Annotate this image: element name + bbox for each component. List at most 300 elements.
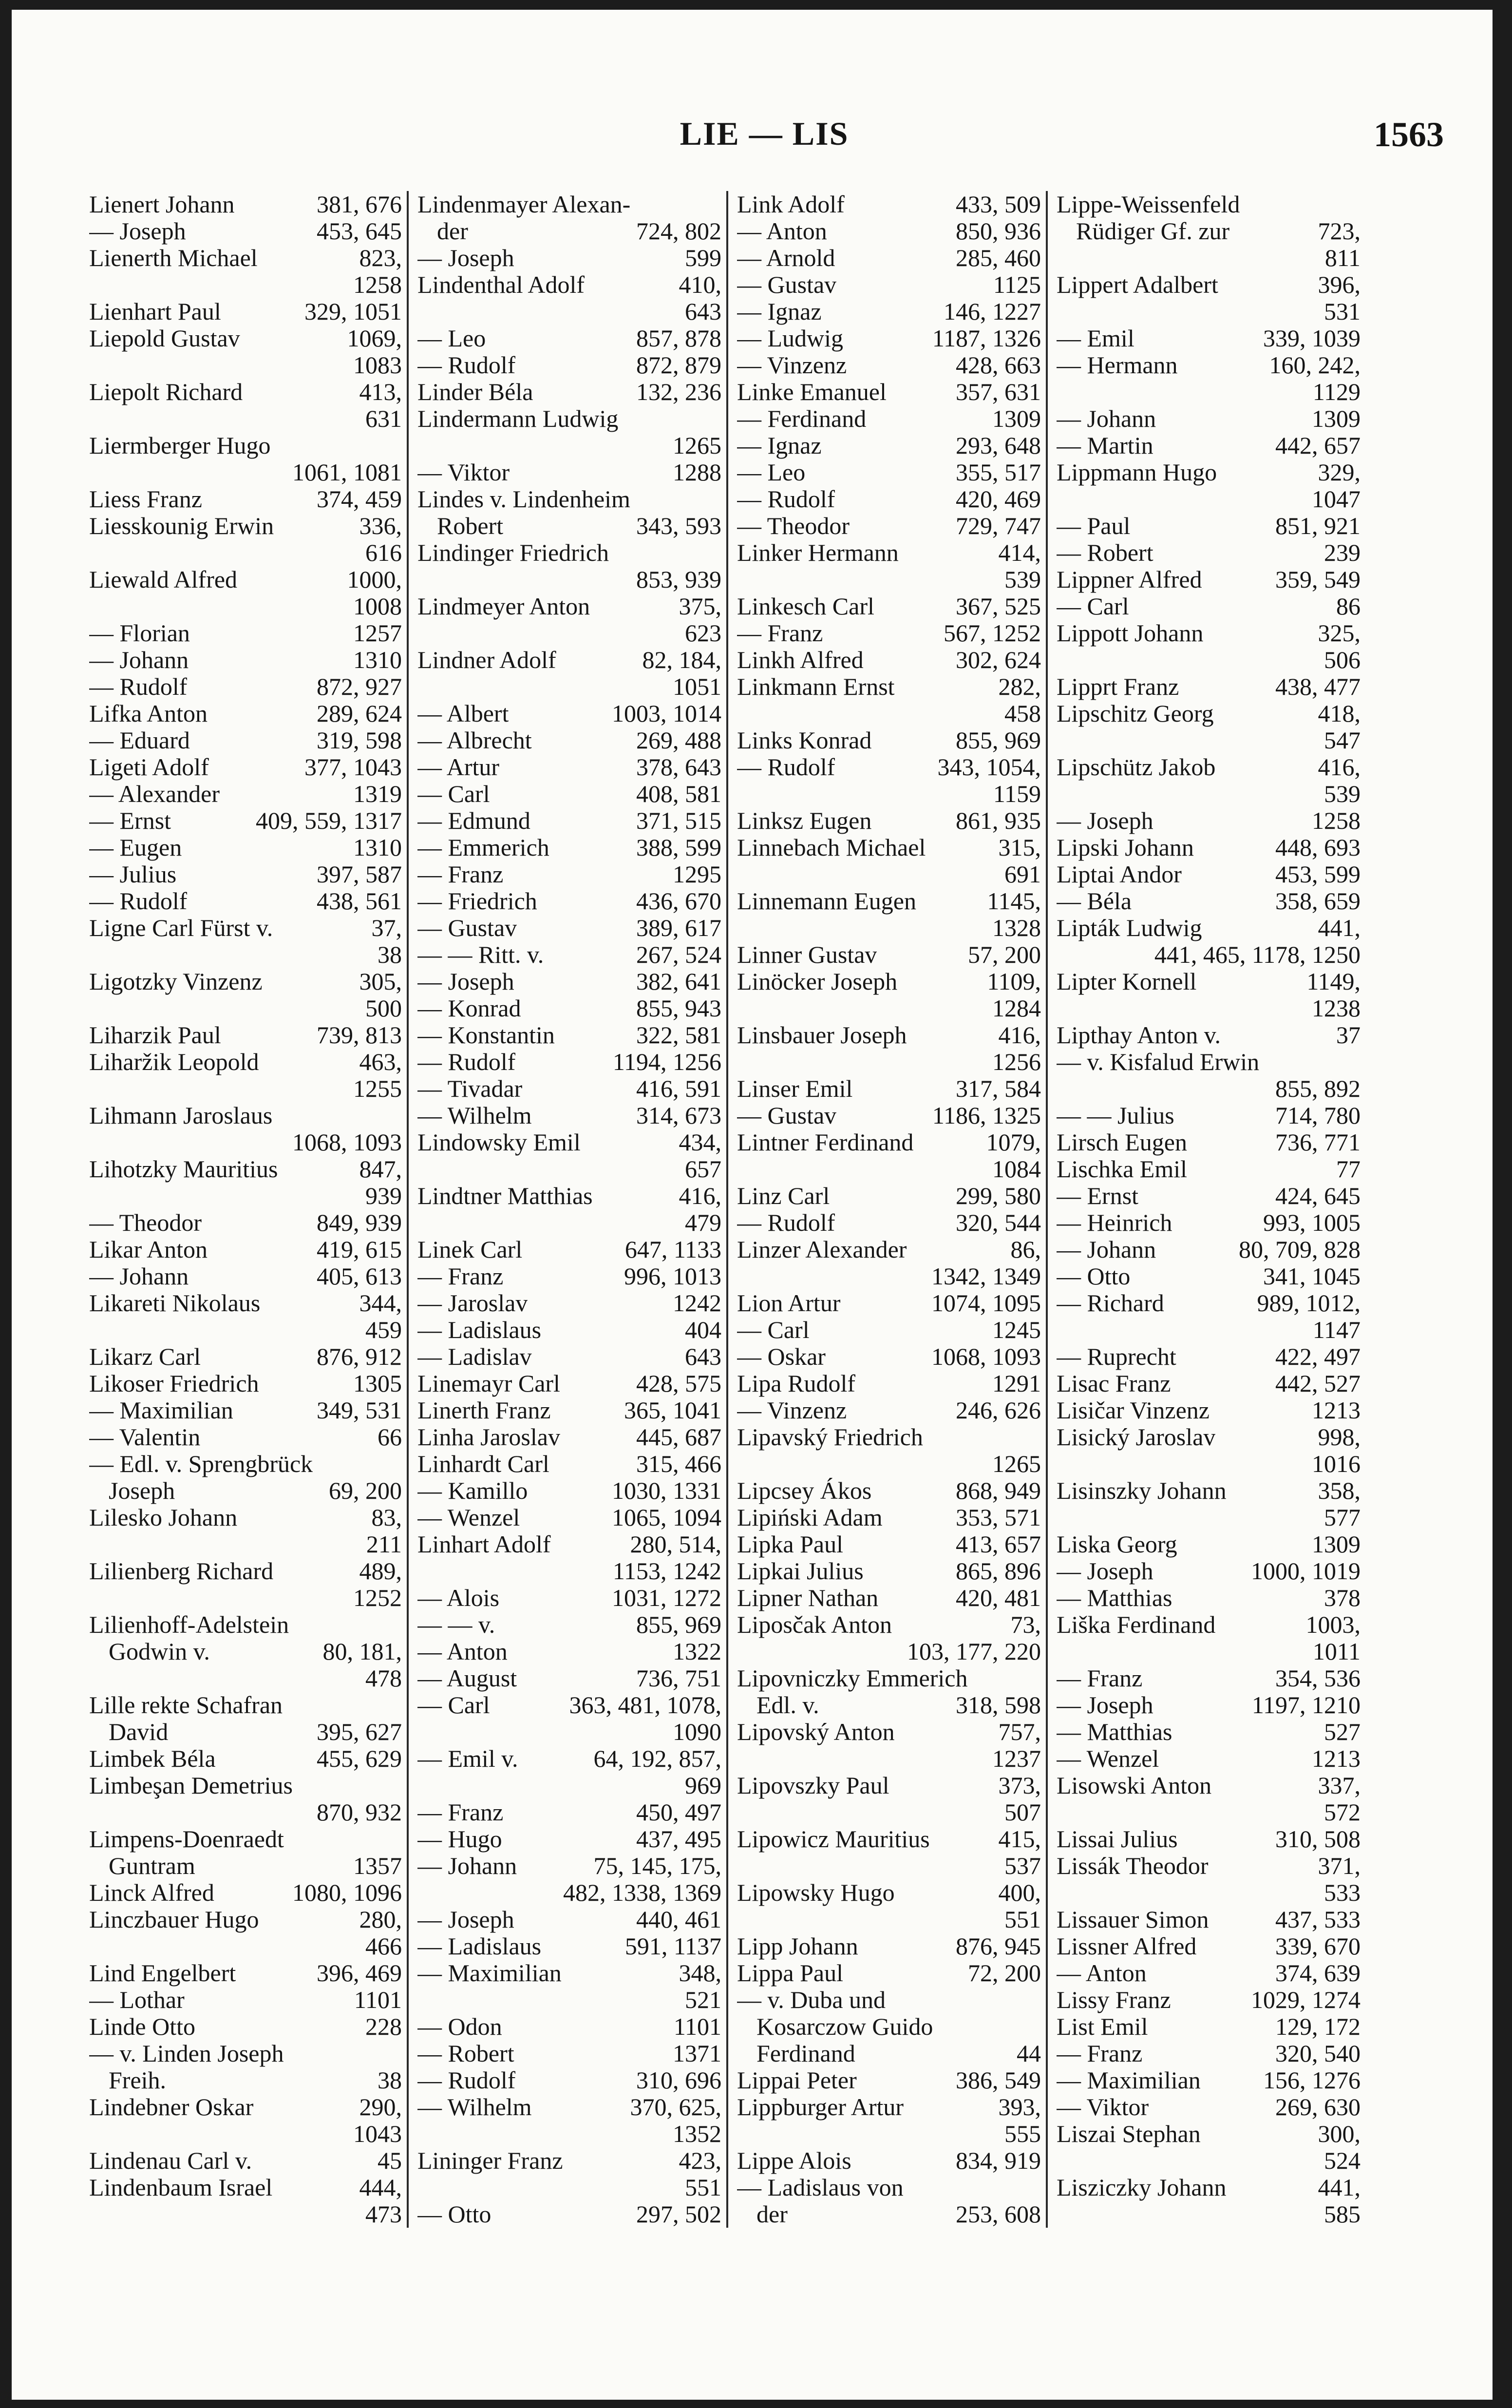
index-entry [737,191,1041,218]
entry-page-refs: 850, 936 [956,218,1041,245]
entry-name: — v. Linden Joseph [89,2040,284,2067]
entry-name: — Odon [417,2013,502,2040]
entry-name: — Rudolf [737,486,835,513]
entry-continuation: 1352 [673,2120,721,2147]
index-entry [1057,1209,1361,1236]
index-entry [89,1960,402,1987]
index-entry [1057,539,1361,566]
index-entry [89,566,402,593]
entry-page-refs: 66 [378,1424,402,1451]
entry-name: Lindes v. Lindenheim [417,486,630,513]
entry-page-refs: 329, 1051 [304,298,402,325]
entry-page-refs: 374, 639 [1275,1960,1361,1987]
entry-continuation: 551 [685,2174,721,2201]
index-entry [1057,2094,1361,2121]
entry-page-refs: 1258 [1312,807,1361,834]
entry-name: — Emmerich [417,834,549,861]
entry-page-refs: 1079, [986,1129,1041,1156]
entry-name: Lipták Ludwig [1057,915,1202,941]
entry-name: Linkesch Carl [737,593,874,620]
entry-name: — Joseph [89,218,186,245]
index-entry [89,1370,402,1397]
entry-name: David [109,1719,169,1745]
index-entry [1057,1933,1361,1960]
entry-name: Lipowicz Mauritius [737,1826,930,1853]
entry-name: Lippe-Weissenfeld [1057,191,1240,218]
entry-name: Lisowski Anton [1057,1772,1212,1799]
entry-page-refs: 436, 670 [636,888,721,915]
index-entry [737,1477,1041,1504]
entry-name: Lipski Johann [1057,834,1194,861]
index-entry [1057,1719,1361,1745]
index-entry [737,1585,1041,1611]
entry-name: Links Konrad [737,727,872,754]
index-entry [1057,1531,1361,1558]
entry-page-refs: 320, 544 [956,1209,1041,1236]
entry-page-refs: 865, 896 [956,1558,1041,1585]
entry-continuation: 811 [1324,244,1361,271]
entry-page-refs: 1031, 1272 [612,1585,721,1611]
index-entry [89,1745,402,1772]
index-entry [737,325,1041,352]
entry-name: Lisický Jaroslav [1057,1424,1216,1451]
entry-page-refs: 1310 [353,834,402,861]
entry-page-refs: 1080, 1096 [292,1879,402,1906]
index-entry [89,1853,402,1879]
entry-name: Liepolt Richard [89,379,243,405]
index-entry [89,1826,402,1853]
entry-continuation: 539 [1004,566,1041,593]
entry-name: Linck Alfred [89,1879,214,1906]
entry-page-refs: 823, [359,245,402,271]
entry-name: Linemayr Carl [417,1370,560,1397]
entry-name: Liepold Gustav [89,325,240,352]
entry-name: — Ernst [1057,1183,1139,1209]
entry-page-refs: 355, 517 [956,459,1041,486]
entry-name: — Paul [1057,513,1131,539]
index-entry [417,1370,721,1397]
entry-page-refs: 489, [359,1558,402,1585]
entry-page-refs: 415, [998,1826,1041,1853]
index-entry [417,405,721,432]
entry-name: — Arnold [737,245,835,271]
entry-page-refs: 1309 [992,405,1041,432]
entry-name: Lisinszky Johann [1057,1477,1227,1504]
entry-name: Lilienhoff-Adelstein [89,1611,289,1638]
index-entry [89,1022,402,1049]
entry-page-refs: 450, 497 [636,1799,721,1826]
index-entry [89,2174,402,2201]
entry-name: — Maximilian [417,1960,562,1987]
entry-name: Lintner Ferdinand [737,1129,914,1156]
entry-page-refs: 872, 879 [636,352,721,379]
entry-name: — Anton [737,218,827,245]
entry-name: der [437,218,468,245]
index-entry [737,1075,1041,1102]
entry-name: — Johann [89,647,189,673]
entry-continuation: 1084 [992,1155,1041,1183]
entry-name: Limbek Béla [89,1745,216,1772]
entry-page-refs: 437, 533 [1275,1906,1361,1933]
entry-page-refs: 302, 624 [956,647,1041,673]
index-entry [1057,1477,1361,1504]
entry-page-refs: 1310 [353,647,402,673]
entry-page-refs: 440, 461 [636,1906,721,1933]
entry-page-refs: 358, 659 [1275,888,1361,915]
index-entry [737,1772,1041,1799]
entry-name: — Joseph [417,968,514,995]
entry-page-refs: 714, 780 [1275,1102,1361,1129]
entry-page-refs: 1213 [1312,1397,1361,1424]
index-entry [89,1906,402,1933]
index-entry [417,834,721,861]
entry-name: — Wilhelm [417,1102,532,1129]
entry-page-refs: 400, [998,1879,1041,1906]
entry-page-refs: 246, 626 [956,1397,1041,1424]
index-entry [417,1531,721,1558]
entry-name: List Emil [1057,2013,1148,2040]
entry-name: Lissák Theodor [1057,1853,1209,1879]
entry-page-refs: 1257 [353,620,402,647]
index-entry [89,1209,402,1236]
index-entry [1057,1906,1361,1933]
index-entry [737,1987,1041,2013]
index-entry [89,727,402,754]
entry-name: Linksz Eugen [737,807,872,834]
entry-name: Linha Jaroslav [417,1424,560,1451]
entry-page-refs: 354, 536 [1275,1665,1361,1692]
entry-page-refs: 349, 531 [317,1397,402,1424]
entry-name: — Rudolf [417,352,516,379]
index-entry [1057,968,1361,995]
entry-continuation: 478 [365,1664,402,1692]
index-entry [737,1879,1041,1906]
entry-page-refs: 422, 497 [1275,1343,1361,1370]
index-entry [417,191,721,218]
entry-name: Lienert Johann [89,191,235,218]
entry-name: Liesskounig Erwin [89,513,274,539]
entry-continuation: 939 [365,1182,402,1209]
entry-name: Ligne Carl Fürst v. [89,915,273,941]
index-entry [417,218,721,245]
entry-name: — Florian [89,620,190,647]
entry-continuation: 643 [685,298,721,325]
entry-page-refs: 438, 477 [1275,673,1361,700]
entry-page-refs: 420, 469 [956,486,1041,513]
entry-name: — Matthias [1057,1585,1172,1611]
index-entry [1057,1397,1361,1424]
entry-name: Lifka Anton [89,700,208,727]
entry-page-refs: 414, [998,539,1041,566]
entry-name: Ferdinand [756,2040,855,2067]
entry-name: Liewald Alfred [89,566,238,593]
entry-name: Lipp Johann [737,1933,858,1960]
entry-continuation: 657 [685,1155,721,1183]
entry-continuation: 870, 932 [317,1798,402,1826]
entry-page-refs: 377, 1043 [304,754,402,781]
entry-page-refs: 996, 1013 [624,1263,721,1290]
index-entry [737,1022,1041,1049]
index-entry [737,2094,1041,2121]
entry-name: Lipovniczky Emmerich [737,1665,968,1692]
index-entry [417,379,721,405]
entry-page-refs: 416, [998,1022,1041,1049]
entry-continuation: 479 [685,1209,721,1236]
index-entry [89,1558,402,1585]
index-entry [737,513,1041,539]
entry-page-refs: 83, [371,1504,402,1531]
entry-page-refs: 269, 488 [636,727,721,754]
entry-page-refs: 1030, 1331 [612,1477,721,1504]
entry-page-refs: 319, 598 [317,727,402,754]
entry-continuation: 1008 [353,592,402,620]
entry-page-refs: 736, 751 [636,1665,721,1692]
index-entry [89,191,402,218]
index-entry [417,754,721,781]
entry-name: Lippert Adalbert [1057,271,1218,298]
entry-name: Lippai Peter [737,2067,857,2094]
entry-page-refs: 299, 580 [956,1183,1041,1209]
index-entry [89,379,402,405]
index-entry [737,1665,1041,1692]
index-entry [417,1022,721,1049]
entry-continuation: 1090 [673,1718,721,1745]
entry-page-refs: 857, 878 [636,325,721,352]
index-entry [737,1424,1041,1451]
entry-name: — Maximilian [89,1397,233,1424]
entry-name: Edl. v. [756,1692,819,1719]
index-entry [89,754,402,781]
index-entry [89,245,402,271]
entry-name: Liška Ferdinand [1057,1611,1216,1638]
index-entry [737,298,1041,325]
entry-name: Lilienberg Richard [89,1558,274,1585]
index-entry [737,2067,1041,2094]
index-entry [1057,1236,1361,1263]
index-entry [417,1129,721,1156]
index-entry [89,915,402,941]
entry-page-refs: 872, 927 [317,673,402,700]
entry-page-refs: 423, [679,2147,721,2174]
index-entry [89,2040,402,2067]
entry-page-refs: 64, 192, 857, [593,1745,721,1772]
entry-continuation: 1237 [992,1745,1041,1772]
entry-page-refs: 365, 1041 [624,1397,721,1424]
entry-name: Liharzik Paul [89,1022,221,1049]
index-entry [737,754,1041,781]
entry-page-refs: 855, 943 [636,995,721,1022]
entry-continuation: 466 [365,1932,402,1960]
entry-name: Linzer Alexander [737,1236,907,1263]
entry-name: — Béla [1057,888,1132,915]
entry-continuation: 473 [365,2200,402,2228]
entry-name: Linner Gustav [737,941,877,968]
entry-name: Lininger Franz [417,2147,563,2174]
index-entry [417,1183,721,1209]
entry-name: — Ignaz [737,432,822,459]
entry-name: — Rudolf [89,888,188,915]
entry-name: Linek Carl [417,1236,523,1263]
entry-page-refs: 1145, [987,888,1041,915]
entry-page-refs: 1357 [353,1853,402,1879]
index-entry [89,1477,402,1504]
index-entry [737,968,1041,995]
index-entry [89,298,402,325]
entry-name: Lipner Nathan [737,1585,879,1611]
index-entry [89,2147,402,2174]
entry-page-refs: 855, 969 [636,1611,721,1638]
index-entry [737,1102,1041,1129]
entry-name: — Hermann [1057,352,1178,379]
entry-name: — Leo [737,459,806,486]
entry-name: Linde Otto [89,2013,196,2040]
entry-page-refs: 344, [359,1290,402,1317]
index-columns [87,191,1366,2228]
entry-name: — Vinzenz [737,352,847,379]
entry-name: — Wilhelm [417,2094,532,2121]
entry-name: Lipowsky Hugo [737,1879,895,1906]
entry-page-refs: 228 [365,2013,402,2040]
entry-name: — Carl [737,1317,810,1343]
entry-name: Liess Franz [89,486,202,513]
entry-name: — Leo [417,325,486,352]
index-entry [1057,1102,1361,1129]
index-entry [1057,1692,1361,1719]
entry-name: — Anton [1057,1960,1147,1987]
index-entry [737,834,1041,861]
entry-page-refs: 373, [998,1772,1041,1799]
entry-page-refs: 310, 508 [1275,1826,1361,1853]
entry-name: Lindtner Matthias [417,1183,593,1209]
index-entry [737,1209,1041,1236]
entry-name: — Joseph [1057,1692,1153,1719]
entry-name: Lischka Emil [1057,1156,1187,1183]
entry-name: — Ignaz [737,298,822,325]
entry-name: — Martin [1057,432,1153,459]
entry-page-refs: 329, [1318,459,1361,486]
index-entry [417,593,721,620]
index-entry [89,1987,402,2013]
entry-name: — Gustav [417,915,517,941]
index-entry [737,459,1041,486]
entry-page-refs: 1291 [992,1370,1041,1397]
entry-page-refs: 453, 599 [1275,861,1361,888]
index-entry [1057,218,1361,245]
entry-continuation: 500 [365,994,402,1022]
entry-page-refs: 343, 593 [636,513,721,539]
entry-name: Rüdiger Gf. zur [1076,218,1230,245]
entry-name: — Joseph [417,1906,514,1933]
entry-page-refs: 382, 641 [636,968,721,995]
index-entry [737,673,1041,700]
entry-continuation: 103, 177, 220 [907,1638,1041,1665]
entry-page-refs: 441, [1318,915,1361,941]
entry-page-refs: 1000, [347,566,402,593]
index-entry [1057,1049,1361,1075]
entry-page-refs: 300, [1318,2121,1361,2147]
entry-name: — Richard [1057,1290,1164,1317]
index-entry [417,539,721,566]
index-entry [417,888,721,915]
entry-name: — Konstantin [417,1022,555,1049]
entry-page-refs: 280, 514, [630,1531,721,1558]
entry-page-refs: 359, 549 [1275,566,1361,593]
index-entry [89,1692,402,1719]
index-entry [1057,271,1361,298]
index-entry [1057,1022,1361,1049]
entry-page-refs: 876, 912 [317,1343,402,1370]
index-entry [89,968,402,995]
entry-name: — Ladislaus [417,1317,542,1343]
index-entry [737,1317,1041,1343]
index-entry [417,352,721,379]
entry-page-refs: 438, 561 [317,888,402,915]
index-entry [417,1451,721,1477]
entry-page-refs: 993, 1005 [1263,1209,1361,1236]
entry-continuation: 38 [378,941,402,968]
entry-name: Lisac Franz [1057,1370,1171,1397]
entry-page-refs: 437, 495 [636,1826,721,1853]
entry-page-refs: 413, 657 [956,1531,1041,1558]
directory-page [12,10,1493,2400]
entry-page-refs: 729, 747 [956,513,1041,539]
entry-continuation: 1159 [993,780,1041,807]
entry-page-refs: 1288 [673,459,721,486]
index-entry [417,1692,721,1719]
entry-continuation: 1342, 1349 [931,1262,1041,1290]
index-entry [417,915,721,941]
entry-continuation: 551 [1004,1906,1041,1933]
index-entry [737,218,1041,245]
entry-name: — Edmund [417,807,530,834]
index-entry [737,1933,1041,1960]
entry-page-refs: 463, [359,1049,402,1075]
entry-page-refs: 591, 1137 [624,1933,721,1960]
entry-name: Linz Carl [737,1183,830,1209]
entry-page-refs: 289, 624 [317,700,402,727]
entry-name: Godwin v. [109,1638,210,1665]
entry-continuation: 1256 [992,1048,1041,1075]
entry-page-refs: 269, 630 [1275,2094,1361,2121]
entry-page-refs: 416, [679,1183,721,1209]
index-entry [1057,1129,1361,1156]
entry-name: — Maximilian [1057,2067,1201,2094]
entry-page-refs: 397, 587 [317,861,402,888]
entry-page-refs: 77 [1336,1156,1361,1183]
entry-name: — Gustav [737,1102,837,1129]
entry-page-refs: 80, 709, 828 [1239,1236,1361,1263]
entry-page-refs: 404 [685,1317,721,1343]
entry-page-refs: 357, 631 [956,379,1041,405]
entry-name: — Viktor [417,459,510,486]
index-entry [417,271,721,298]
entry-continuation: 1043 [353,2120,402,2147]
index-entry [417,325,721,352]
entry-page-refs: 868, 949 [956,1477,1041,1504]
index-entry [1057,834,1361,861]
entry-name: — Ludwig [737,325,844,352]
column-3 [726,191,1046,2228]
entry-name: Lippott Johann [1057,620,1204,647]
entry-name: — Heinrich [1057,1209,1172,1236]
entry-page-refs: 325, [1318,620,1361,647]
entry-continuation: 524 [1324,2147,1361,2174]
index-entry [1057,1263,1361,1290]
index-entry [89,432,402,459]
entry-continuation: 623 [685,619,721,647]
entry-name: Lipavský Friedrich [737,1424,923,1451]
entry-name: — Ernst [89,807,171,834]
